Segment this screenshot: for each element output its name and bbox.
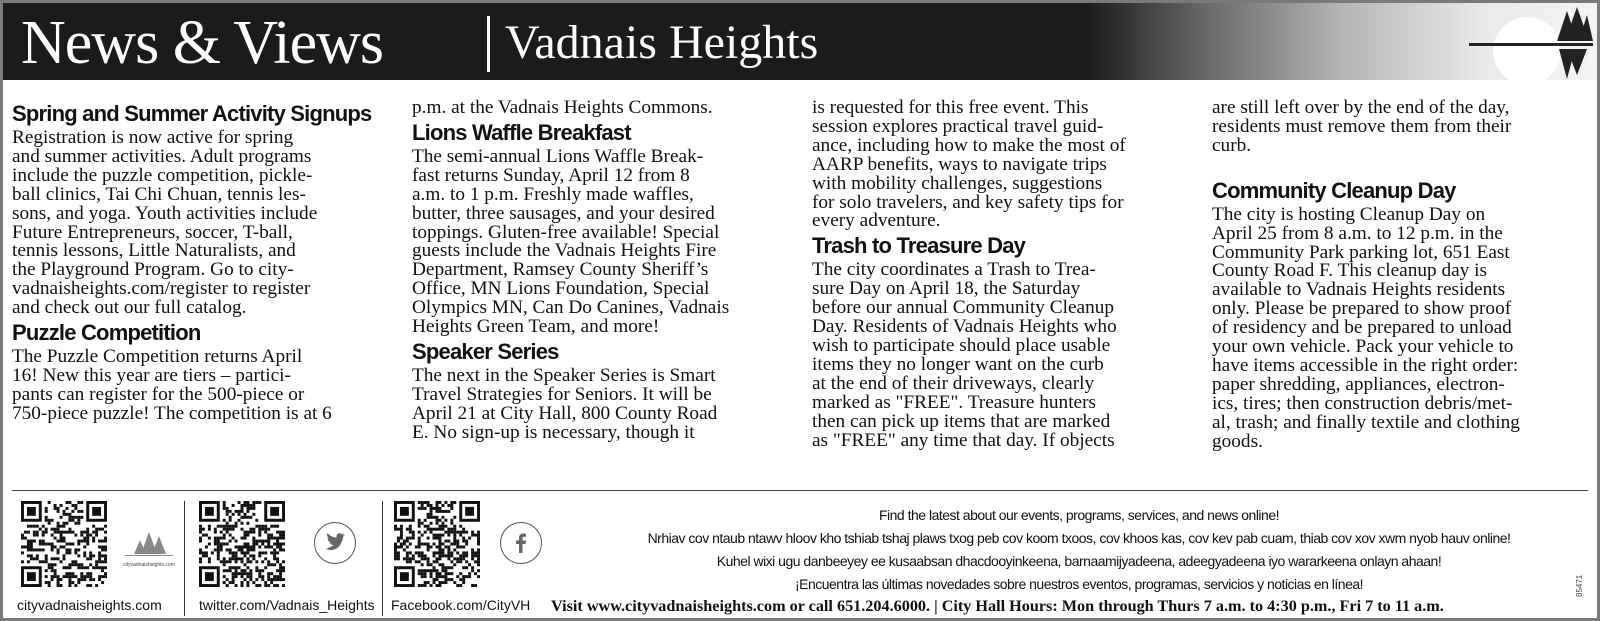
text-line: of residency and be prepared to unload: [1212, 317, 1512, 339]
brand-divider: [487, 16, 490, 72]
text-line: Heights Green Team, and more!: [412, 316, 660, 338]
text-line: at the end of their driveways, clearly: [812, 372, 1095, 394]
column-4: [1212, 99, 1597, 469]
text-line: a.m. to 1 p.m. Freshly made waffles,: [412, 183, 694, 205]
text-line: wish to participate should place usable: [812, 334, 1111, 356]
spacer: [1212, 156, 1597, 176]
text-line: session explores practical travel guid-: [812, 115, 1104, 137]
contact-hours-line: Visit www.cityvadnaisheights.com or call 651.204.6000. | City Hall Hours: Mon through Thurs 7 a.m. to 4:30 p.m., Fri 7 to 11 a.m.: [551, 597, 1444, 615]
text-line: The city is hosting Cleanup Day on: [1212, 203, 1486, 225]
text-line: then can pick up items that are marked: [812, 410, 1111, 432]
qr-code-icon[interactable]: [199, 501, 285, 587]
text-line: include the puzzle competition, pickle-: [12, 164, 313, 186]
article-heading: Lions Waffle Breakfast: [412, 119, 631, 145]
text-line: vadnaisheights.com/register to register: [12, 278, 311, 300]
article-paragraph: [12, 129, 397, 318]
article-paragraph: [812, 261, 1197, 450]
text-line: have items accessible in the right order:: [1212, 354, 1519, 376]
text-line: April 25 from 8 a.m. to 12 p.m. in the: [1212, 222, 1503, 244]
twitter-link[interactable]: twitter.com/Vadnais_Heights: [199, 597, 375, 613]
text-line: p.m. at the Vadnais Heights Commons.: [412, 97, 713, 118]
article-paragraph: [412, 364, 797, 443]
footer: [3, 493, 1597, 618]
pine-trees-sun-logo-icon: [1469, 5, 1593, 81]
text-line: as "FREE" any time that day. If objects: [812, 429, 1115, 451]
text-line: Olympics MN, Can Do Canines, Vadnais: [412, 297, 730, 319]
text-line: guests include the Vadnais Heights Fire: [412, 240, 717, 262]
text-line: and check out our full catalog.: [12, 297, 247, 319]
text-line: is requested for this free event. This: [812, 97, 1089, 118]
article-paragraph: [1212, 99, 1597, 156]
text-line: for solo travelers, and key safety tips for: [812, 191, 1124, 213]
facebook-f-icon[interactable]: [500, 522, 542, 564]
footer-divider: [12, 490, 1588, 491]
text-line: E. No sign-up is necessary, though it: [412, 421, 695, 443]
text-line: ance, including how to make the most of: [812, 134, 1126, 156]
text-line: AARP benefits, ways to navigate trips: [812, 153, 1107, 175]
article-paragraph: [412, 99, 797, 118]
text-line: The Puzzle Competition returns April: [12, 346, 303, 368]
tagline-somali: Kuhel wixi ugu danbeeyey ee kusaabsan dhacdooyinkeena, barnaamijyadeena, adeegyadeena iyo wararkeena onlayn ahaan!: [716, 553, 1442, 569]
facebook-link[interactable]: Facebook.com/CityVH: [391, 597, 531, 613]
text-line: every adventure.: [812, 210, 941, 232]
article-heading: Community Cleanup Day: [1212, 177, 1456, 203]
text-line: before our annual Community Cleanup: [812, 297, 1115, 319]
article-paragraph: [812, 99, 1197, 231]
logo-caption: cityvadnaisheights.com: [123, 562, 175, 568]
text-line: Community Park parking lot, 651 East: [1212, 241, 1510, 263]
text-line: sons, and yoga. Youth activities include: [12, 202, 318, 224]
text-line: items they no longer want on the curb: [812, 353, 1104, 375]
text-line: sure Day on April 18, the Saturday: [812, 278, 1081, 300]
website-link[interactable]: cityvadnaisheights.com: [17, 597, 162, 613]
text-line: Department, Ramsey County Sheriff’s: [412, 259, 709, 281]
qr-code-icon[interactable]: [21, 501, 107, 587]
text-line: are still left over by the end of the day,: [1212, 97, 1510, 118]
column-1: [12, 99, 397, 469]
ad-code: 85471: [1575, 574, 1584, 597]
twitter-bird-icon[interactable]: [314, 522, 356, 564]
brand-title: News & Views: [21, 9, 383, 77]
text-line: curb.: [1212, 134, 1252, 156]
text-line: 16! New this year are tiers – partici-: [12, 364, 291, 386]
article-paragraph: [12, 348, 397, 424]
text-line: Office, MN Lions Foundation, Special: [412, 278, 710, 300]
text-line: The city coordinates a Trash to Trea-: [812, 259, 1096, 281]
text-line: goods.: [1212, 430, 1263, 452]
column-3: [812, 99, 1197, 469]
text-line: Day. Residents of Vadnais Heights who: [812, 316, 1117, 338]
footer-separator: [382, 501, 383, 616]
text-line: toppings. Gluten-free available! Special: [412, 221, 720, 243]
text-line: ics, tires; then construction debris/met-: [1212, 392, 1513, 414]
text-line: with mobility challenges, suggestions: [812, 172, 1103, 194]
text-line: only. Please be prepared to show proof: [1212, 298, 1512, 320]
footer-separator: [184, 501, 185, 616]
qr-code-icon[interactable]: [394, 501, 480, 587]
tagline-hmong: Nrhiav cov ntaub ntawv hloov kho tshiab tshaj plaws txog peb cov koom txoos, cov khoos kas, cov kev pab cuam, thiab cov xov xwm nyob hauv online!: [647, 530, 1511, 546]
article-paragraph: [412, 145, 797, 338]
text-line: 750-piece puzzle! The competition is at 6: [12, 402, 332, 424]
tagline-spanish: ¡Encuentra las últimas novedades sobre nuestros eventos, programas, servicios y noticias en línea!: [794, 576, 1364, 592]
text-line: available to Vadnais Heights residents: [1212, 279, 1506, 301]
city-logo-icon: [119, 528, 179, 572]
text-line: al, trash; and finally textile and clothing: [1212, 411, 1520, 433]
text-line: your own vehicle. Pack your vehicle to: [1212, 336, 1514, 358]
article-heading: Trash to Treasure Day: [812, 233, 1026, 259]
city-title: Vadnais Heights: [505, 16, 819, 69]
text-line: The semi-annual Lions Waffle Break-: [412, 145, 704, 167]
text-line: Travel Strategies for Seniors. It will be: [412, 383, 712, 405]
article-heading: Puzzle Competition: [12, 320, 201, 346]
text-line: ball clinics, Tai Chi Chuan, tennis les-: [12, 183, 306, 205]
text-line: and summer activities. Adult programs: [12, 145, 312, 167]
text-line: Future Entrepreneurs, soccer, T-ball,: [12, 221, 293, 243]
text-line: tennis lessons, Little Naturalists, and: [12, 240, 296, 262]
article-heading: Speaker Series: [412, 338, 559, 364]
text-line: paper shredding, appliances, electron-: [1212, 373, 1505, 395]
text-line: residents must remove them from their: [1212, 115, 1512, 137]
article-heading: Spring and Summer Activity Signups: [12, 101, 372, 126]
text-line: butter, three sausages, and your desired: [412, 202, 715, 224]
tagline-english: Find the latest about our events, programs, services, and news online!: [878, 507, 1279, 523]
newsletter-page: [3, 3, 1597, 618]
text-line: Registration is now active for spring: [12, 127, 294, 148]
text-line: pants can register for the 500-piece or: [12, 383, 305, 405]
column-2: [412, 99, 797, 469]
article-paragraph: [1212, 203, 1597, 452]
header-banner: [3, 3, 1597, 80]
article-columns: [3, 99, 1597, 469]
text-line: County Road F. This cleanup day is: [1212, 260, 1487, 282]
text-line: the Playground Program. Go to city-: [12, 259, 294, 281]
text-line: April 21 at City Hall, 800 County Road: [412, 402, 718, 424]
text-line: The next in the Speaker Series is Smart: [412, 364, 716, 386]
text-line: fast returns Sunday, April 12 from 8: [412, 164, 690, 186]
text-line: marked as "FREE". Treasure hunters: [812, 391, 1097, 413]
